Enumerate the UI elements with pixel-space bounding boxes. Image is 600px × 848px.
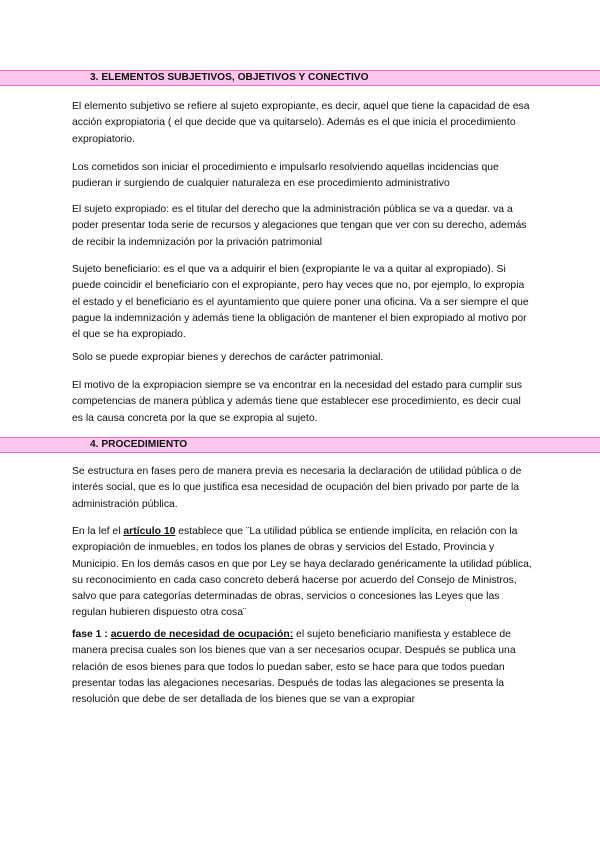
paragraph-subjective-element: El elemento subjetivo se refiere al sujeto expropiante, es decir, aquel que tiene la capacidad de esa acción expropiatoria ( el que decide que va quitarselo). Además es el que inicia el procedimiento expropiatorio. [72, 101, 530, 145]
paragraph-expropriated-subject: El sujeto expropiado: es el titular del derecho que la administración pública se va a quedar. va a poder presentar toda serie de recursos y alegaciones que tengan que ver con su derecho, además de recibir la indemnización por la privación patrimonial [72, 204, 527, 248]
paragraph-article-10 [72, 524, 532, 622]
phase-1-title: acuerdo de necesidad de ocupación: [110, 629, 294, 640]
phase-1-description: el sujeto beneficiario manifiesta y establece de manera precisa cuales son los bienes que van a ser necesarios ocupar. Después se publica una relación de esos bienes para que todos lo puedan saber, esto se hace para que todos puedan presentar todas las alegaciones necesarias. Después de todas las alegaciones se presenta la resolución que debe de ser detallada de los bienes que se van a expropiar [72, 629, 516, 706]
article-quote: establece que ¨La utilidad pública se entiende implícita, en relación con la expropiación de inmuebles, en todos los planes de obras y servicios del Estado, Provincia y Municipio. En los demás casos en que por Ley se haya declarado genéricamente la utilidad pública, su reconocimiento en cada caso concreto deberá hacerse por acuerdo del Consejo de Ministros, salvo que para categorías determinadas de obras, servicios o concesiones las Leyes que las regulan hubieren dispuesto otra cosa¨ [72, 526, 532, 619]
section-4-title: 4. PROCEDIMIENTO [90, 439, 188, 450]
section-3-heading [0, 70, 600, 86]
phase-1-label: fase 1 : [72, 629, 111, 640]
article-prefix: En la lef el [72, 526, 124, 537]
section-3-title: 3. ELEMENTOS SUBJETIVOS, OBJETIVOS Y CONECTIVO [90, 72, 369, 83]
paragraph-structure: Se estructura en fases pero de manera previa es necesaria la declaración de utilidad pública o de interés social, que es lo que justifica esa necesidad de ocupación del bien privado por parte de la administración pública. [72, 466, 522, 510]
section-4-heading [0, 437, 600, 453]
article-10-reference: artículo 10 [123, 526, 176, 537]
paragraph-patrimonial-goods: Solo se puede expropiar bienes y derechos de carácter patrimonial. [72, 352, 384, 363]
paragraph-duties: Los cometidos son iniciar el procedimiento e impulsarlo resolviendo aquellas incidencias que pudieran ir surgiendo de cualquier naturaleza en ese procedimiento administrativo [72, 162, 499, 190]
paragraph-phase-1 [72, 627, 532, 708]
paragraph-motive: El motivo de la expropiacion siempre se va encontrar en la necesidad del estado para cumplir sus competencias de manera pública y además tiene que establecer ese procedimiento, es decir cual es la causa concreta por la que se expropia al sujeto. [72, 380, 522, 424]
paragraph-beneficiary: Sujeto beneficiario: es el que va a adquirir el bien (expropiante le va a quitar al expropiado). Si puede coincidir el beneficiario con el expropiante, pero hay veces que no, por ejemplo, lo expropia el estado y el beneficiario es el ayuntamiento que quiere poner una oficina. Va a ser siempre el que pague la indemnización y además tiene la obligación de mantener el bien expropiado al motivo por el que se ha expropiado. [72, 264, 529, 341]
